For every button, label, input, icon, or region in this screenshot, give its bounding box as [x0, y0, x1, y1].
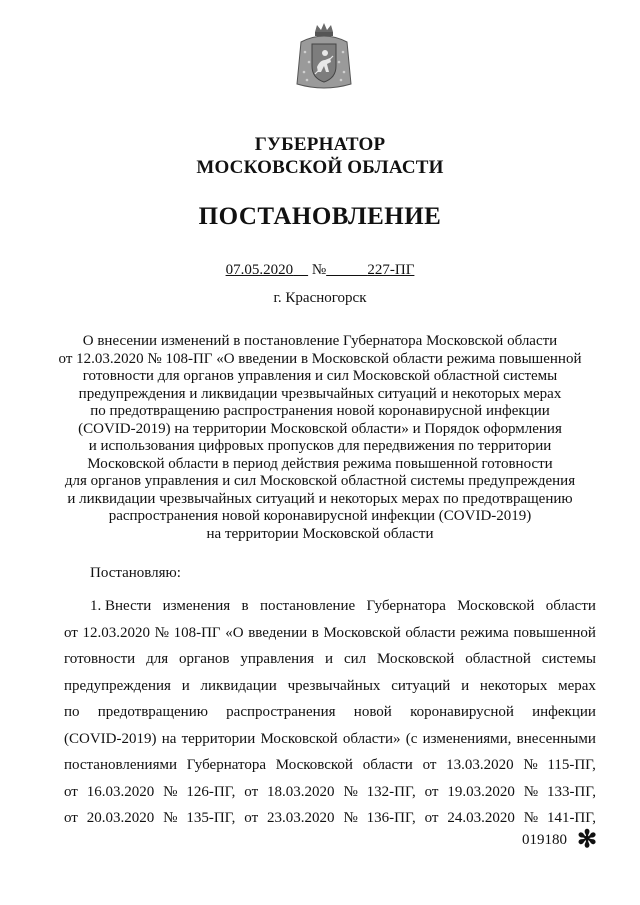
body-word: Московской: [275, 757, 353, 773]
body-word: изменения: [162, 598, 231, 614]
body-word: Московской: [260, 730, 338, 747]
body-line: [64, 649, 596, 676]
body-word: в: [311, 624, 319, 641]
body-word: (с: [405, 730, 418, 747]
body-word: 13.03.2020: [446, 757, 514, 773]
body-word: 136-ПГ,: [366, 810, 416, 826]
body-word: (COVID-2019): [64, 730, 157, 747]
body-word: областной: [465, 651, 531, 667]
decree-word: Постановляю:: [90, 565, 181, 581]
document-date: 07.05.2020: [225, 262, 294, 278]
body-word: ликвидации: [200, 677, 277, 694]
body-word: предотвращению: [97, 704, 208, 720]
body-line: [64, 782, 596, 809]
subject-line: Московской области в период действия режима повышенной готовности: [87, 455, 553, 472]
body-word: 115-ПГ,: [547, 757, 596, 773]
number-sign: №: [311, 262, 327, 278]
body-word: изменениями,: [422, 730, 512, 747]
body-word: системы: [541, 651, 596, 667]
body-word: органов: [179, 651, 230, 667]
subject-line: и использования цифровых пропусков для передвижения по территории: [88, 438, 552, 454]
body-word: 23.03.2020: [267, 810, 335, 826]
body-word: №: [163, 783, 178, 800]
body-word: 135-ПГ,: [186, 810, 236, 826]
document-number-line: [0, 262, 640, 279]
body-word: по: [64, 704, 80, 720]
body-word: от: [424, 783, 439, 800]
body-line: [64, 755, 596, 782]
body-word: и: [461, 677, 470, 694]
body-word: повышенной: [513, 624, 596, 641]
issuer-title-line-2: МОСКОВСКОЙ ОБЛАСТИ: [196, 157, 444, 178]
subject-line: предупреждения и ликвидации чрезвычайных ситуаций и некоторых мерах: [78, 385, 562, 402]
body-word: Московской: [323, 624, 401, 641]
body-word: введении: [248, 624, 308, 641]
body-word: внесенными: [516, 730, 596, 747]
body-word: мерах: [558, 677, 596, 694]
body-word: 24.03.2020: [447, 810, 515, 826]
body-word: новой: [353, 704, 392, 720]
body-word: №: [523, 783, 539, 800]
body-line: [64, 596, 596, 623]
body-word: от: [244, 783, 259, 800]
body-line: [64, 808, 596, 835]
body-word: 18.03.2020: [267, 783, 335, 800]
subject-line: от 12.03.2020 № 108-ПГ «О введении в Московской области режима повышенной: [58, 350, 582, 367]
body-word: инфекции: [532, 704, 596, 720]
body-word: от: [424, 810, 439, 826]
body-word: 16.03.2020: [86, 783, 155, 800]
body-word: 126-ПГ,: [186, 783, 236, 800]
body-word: 132-ПГ,: [366, 783, 416, 800]
issuer-title-line-1: ГУБЕРНАТОР: [254, 134, 386, 155]
body-word: территории: [181, 730, 256, 747]
body-word: от: [64, 810, 78, 826]
body-word: 141-ПГ,: [546, 810, 596, 826]
body-word: готовности: [64, 651, 136, 667]
body-word: 19.03.2020: [447, 783, 515, 800]
body-word: №: [343, 810, 358, 826]
body-word: «О: [225, 624, 244, 641]
body-word: постановление: [259, 598, 356, 614]
body-word: области: [545, 598, 596, 614]
body-line: [64, 623, 596, 650]
subject-line: на территории Московской области: [206, 525, 434, 542]
body-word: от: [422, 757, 437, 773]
body-word: и: [181, 677, 190, 694]
body-word: для: [146, 651, 169, 667]
body-word: от: [244, 810, 259, 826]
body-word: 20.03.2020: [86, 810, 155, 826]
body-word: №: [523, 810, 539, 826]
subject-line: по предотвращению распространения новой коронавирусной инфекции: [90, 403, 550, 419]
body-word: Московской: [377, 651, 455, 667]
document-place: г. Красногорск: [273, 290, 367, 306]
document-number: 227-ПГ: [367, 262, 415, 278]
body-word: чрезвычайных: [287, 677, 381, 694]
body-word: Московской: [457, 598, 535, 614]
body-text: [64, 596, 596, 835]
body-word: №: [154, 624, 169, 641]
subject-line: распространения новой коронавирусной инфекции (COVID-2019): [108, 508, 532, 524]
subject-line: О внесении изменений в постановление Губернатора Московской области: [82, 333, 558, 349]
serial-number: 019180: [522, 831, 567, 848]
body-word: в: [241, 598, 249, 614]
body-word: 108-ПГ: [173, 624, 221, 641]
body-word: области»: [342, 730, 401, 747]
body-word: области: [362, 757, 413, 773]
body-word: №: [523, 757, 538, 773]
body-word: области: [405, 624, 456, 641]
document-subject: [0, 333, 640, 543]
body-word: некоторых: [479, 677, 548, 694]
body-word: Губернатора: [186, 757, 267, 773]
body-word: коронавирусной: [410, 704, 514, 720]
body-word: 133-ПГ,: [546, 783, 596, 800]
body-line: [64, 729, 596, 756]
body-word: от: [64, 783, 78, 800]
body-word: сил: [343, 651, 367, 667]
body-word: и: [324, 651, 334, 667]
body-word: управления: [240, 651, 315, 667]
body-word: распространения: [226, 704, 336, 720]
body-word: постановлениями: [64, 757, 177, 773]
body-word: №: [163, 810, 178, 826]
body-word: предупреждения: [64, 677, 171, 694]
body-word: режима: [460, 624, 509, 641]
body-line: [64, 702, 596, 729]
subject-line: и ликвидации чрезвычайных ситуаций и некоторых мерах по предотвращению: [67, 490, 573, 507]
asterisk-icon: ✻: [577, 827, 598, 853]
page-footer: [522, 827, 598, 853]
subject-line: для органов управления и сил Московской областной системы предупреждения: [64, 473, 576, 489]
body-word: №: [343, 783, 358, 800]
body-word: Губернатора: [366, 598, 446, 614]
body-line: [64, 676, 596, 703]
body-word: на: [161, 730, 177, 747]
issuer-title: [0, 133, 640, 179]
document-type: ПОСТАНОВЛЕНИЕ: [198, 203, 442, 230]
body-word: 12.03.2020: [82, 624, 150, 641]
body-word: ситуаций: [391, 677, 451, 694]
body-word: 1. Внести: [90, 598, 152, 614]
subject-line: (COVID-2019) на территории Московской области» и Порядок оформления: [78, 420, 562, 437]
body-word: от: [64, 624, 78, 641]
coat-of-arms-icon: [295, 22, 353, 92]
subject-line: готовности для органов управления и сил Московской областной системы: [82, 368, 558, 384]
